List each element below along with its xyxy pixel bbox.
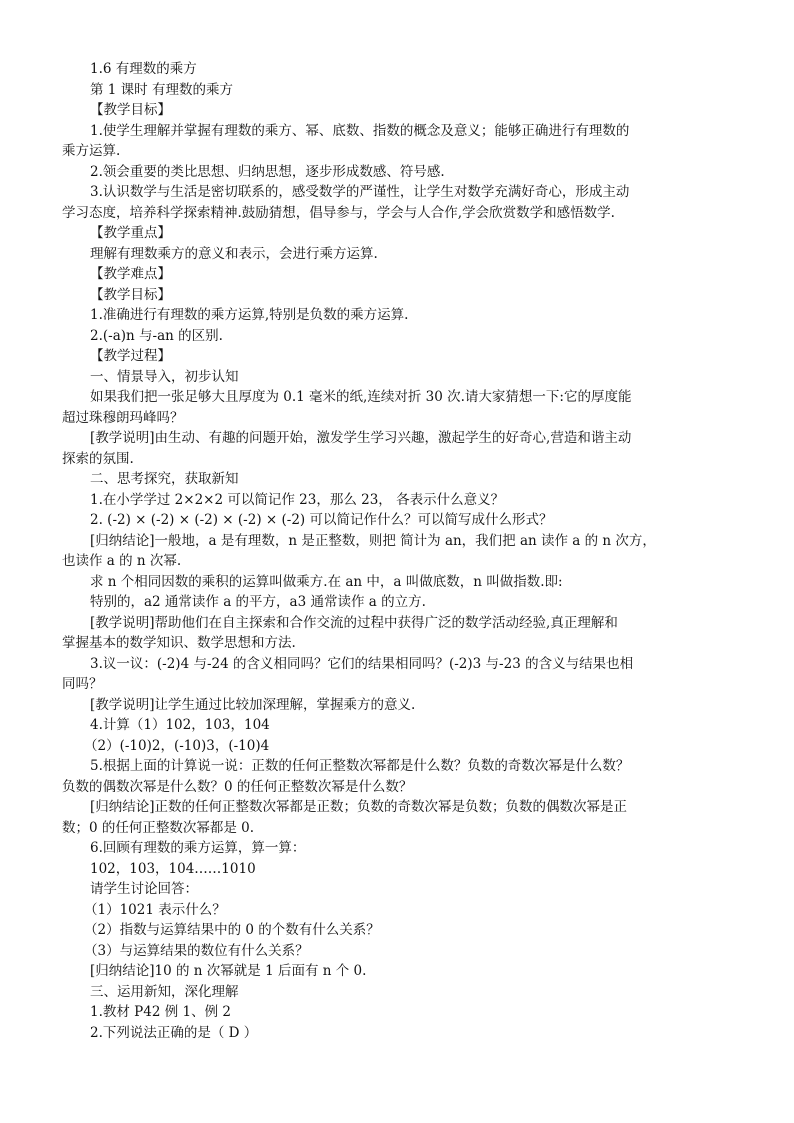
conclusion-note: [归纳结论]10 的 n 次幂就是 1 后面有 n 个 0. <box>90 963 367 979</box>
paragraph-line: 负数的偶数次幂是什么数？0 的任何正整数次幂是什么数？ <box>62 778 413 795</box>
paragraph-line: 1.准确进行有理数的乘方运算,特别是负数的乘方运算. <box>90 307 409 323</box>
paragraph-line: 数；0 的任何正整数次幂都是 0. <box>62 819 255 836</box>
section-heading: 【教学难点】 <box>90 266 171 282</box>
part-heading: 二、思考探究，获取新知 <box>90 471 239 487</box>
teaching-note: [教学说明]让学生通过比较加深理解，掌握乘方的意义. <box>90 696 416 713</box>
paragraph-line: （2）(-10)2，(-10)3，(-10)4 <box>84 737 270 754</box>
paragraph-line: 也读作 a 的 n 次幂. <box>62 553 182 569</box>
paragraph-line: 3.认识数学与生活是密切联系的，感受数学的严谨性，让学生对数学充满好奇心，形成主动 <box>90 184 630 200</box>
paragraph-line: 1.教材 P42 例 1、例 2 <box>90 1004 231 1020</box>
paragraph-line: 6.回顾有理数的乘方运算，算一算： <box>90 840 306 856</box>
paragraph-line: 1.在小学学过 2×2×2 可以简记作 23，那么 23， 各表示什么意义？ <box>90 491 505 508</box>
paragraph-line: 2.(-a)n 与-an 的区别. <box>90 327 223 344</box>
section-heading: 【教学目标】 <box>90 102 171 118</box>
paragraph-line: 求 n 个相同因数的乘积的运算叫做乘方.在 an 中，a 叫做底数，n 叫做指数.即: <box>90 573 563 590</box>
paragraph-line: 2.下列说法正确的是（ D ） <box>90 1024 258 1041</box>
paragraph-line: 2.领会重要的类比思想、归纳思想，逐步形成数感、符号感. <box>90 163 445 180</box>
paragraph-line: 如果我们把一张足够大且厚度为 0.1 毫米的纸,连续对折 30 次.请大家猜想一下:它的厚度能 <box>90 389 632 405</box>
paragraph-line: （3）与运算结果的数位有什么关系？ <box>84 942 309 959</box>
teaching-note: [教学说明]由生动、有趣的问题开始，激发学生学习兴趣，激起学生的好奇心,营造和谐主动 <box>90 430 632 446</box>
paragraph-line: （2）指数与运算结果中的 0 的个数有什么关系？ <box>84 922 380 938</box>
paragraph-line: 学习态度，培养科学探索精神.鼓励猜想，倡导参与，学会与人合作,学会欣赏数学和感悟数学. <box>62 204 615 221</box>
paragraph-line: 掌握基本的数学知识、数学思想和方法. <box>62 635 296 651</box>
paragraph-line: 超过珠穆朗玛峰吗？ <box>62 409 184 426</box>
paragraph-line: 1.使学生理解并掌握有理数的乘方、幂、底数、指数的概念及意义；能够正确进行有理数的 <box>90 122 630 139</box>
paragraph-line: 探索的氛围. <box>62 450 134 467</box>
section-heading: 【教学重点】 <box>90 225 171 241</box>
paragraph-line: 5.根据上面的计算说一说：正数的任何正整数次幂都是什么数？负数的奇数次幂是什么数？ <box>90 758 630 774</box>
document-body <box>62 59 738 1043</box>
paragraph-line: 102，103，104……1010 <box>90 860 256 877</box>
part-heading: 一、情景导入，初步认知 <box>90 368 239 385</box>
paragraph-line: 乘方运算. <box>62 143 121 159</box>
paragraph-line: 特别的，a2 通常读作 a 的平方，a3 通常读作 a 的立方. <box>90 594 426 610</box>
part-heading: 三、运用新知，深化理解 <box>90 983 239 1000</box>
paragraph-line: （1）1021 表示什么？ <box>84 901 226 918</box>
paragraph-line: 2. (-2) × (-2) × (-2) × (-2) × (-2) 可以简记作什么？可以简写成什么形式？ <box>90 512 553 528</box>
paragraph-line: 理解有理数乘方的意义和表示，会进行乘方运算. <box>90 245 378 262</box>
paragraph-line: 请学生讨论回答： <box>90 881 198 897</box>
paragraph-line: 3.议一议：(-2)4 与-24 的含义相同吗？它们的结果相同吗？(-2)3 与-23 的含义与结果也相 <box>90 655 634 672</box>
lesson-subtitle: 第 1 课时 有理数的乘方 <box>90 81 233 98</box>
conclusion-note: [归纳结论]一般地，a 是有理数，n 是正整数，则把 简计为 an，我们把 an 读作 a 的 n 次方， <box>90 532 656 549</box>
paragraph-line: 同吗？ <box>62 676 103 692</box>
paragraph-line: 4.计算（1）102，103，104 <box>90 717 270 733</box>
teaching-note: [教学说明]帮助他们在自主探索和合作交流的过程中获得广泛的数学活动经验,真正理解和 <box>90 614 618 631</box>
conclusion-note: [归纳结论]正数的任何正整数次幂都是正数；负数的奇数次幂是负数；负数的偶数次幂是正 <box>90 799 628 815</box>
section-heading: 【教学过程】 <box>90 348 171 364</box>
lesson-title: 1.6 有理数的乘方 <box>90 61 197 77</box>
section-heading: 【教学目标】 <box>90 286 171 303</box>
